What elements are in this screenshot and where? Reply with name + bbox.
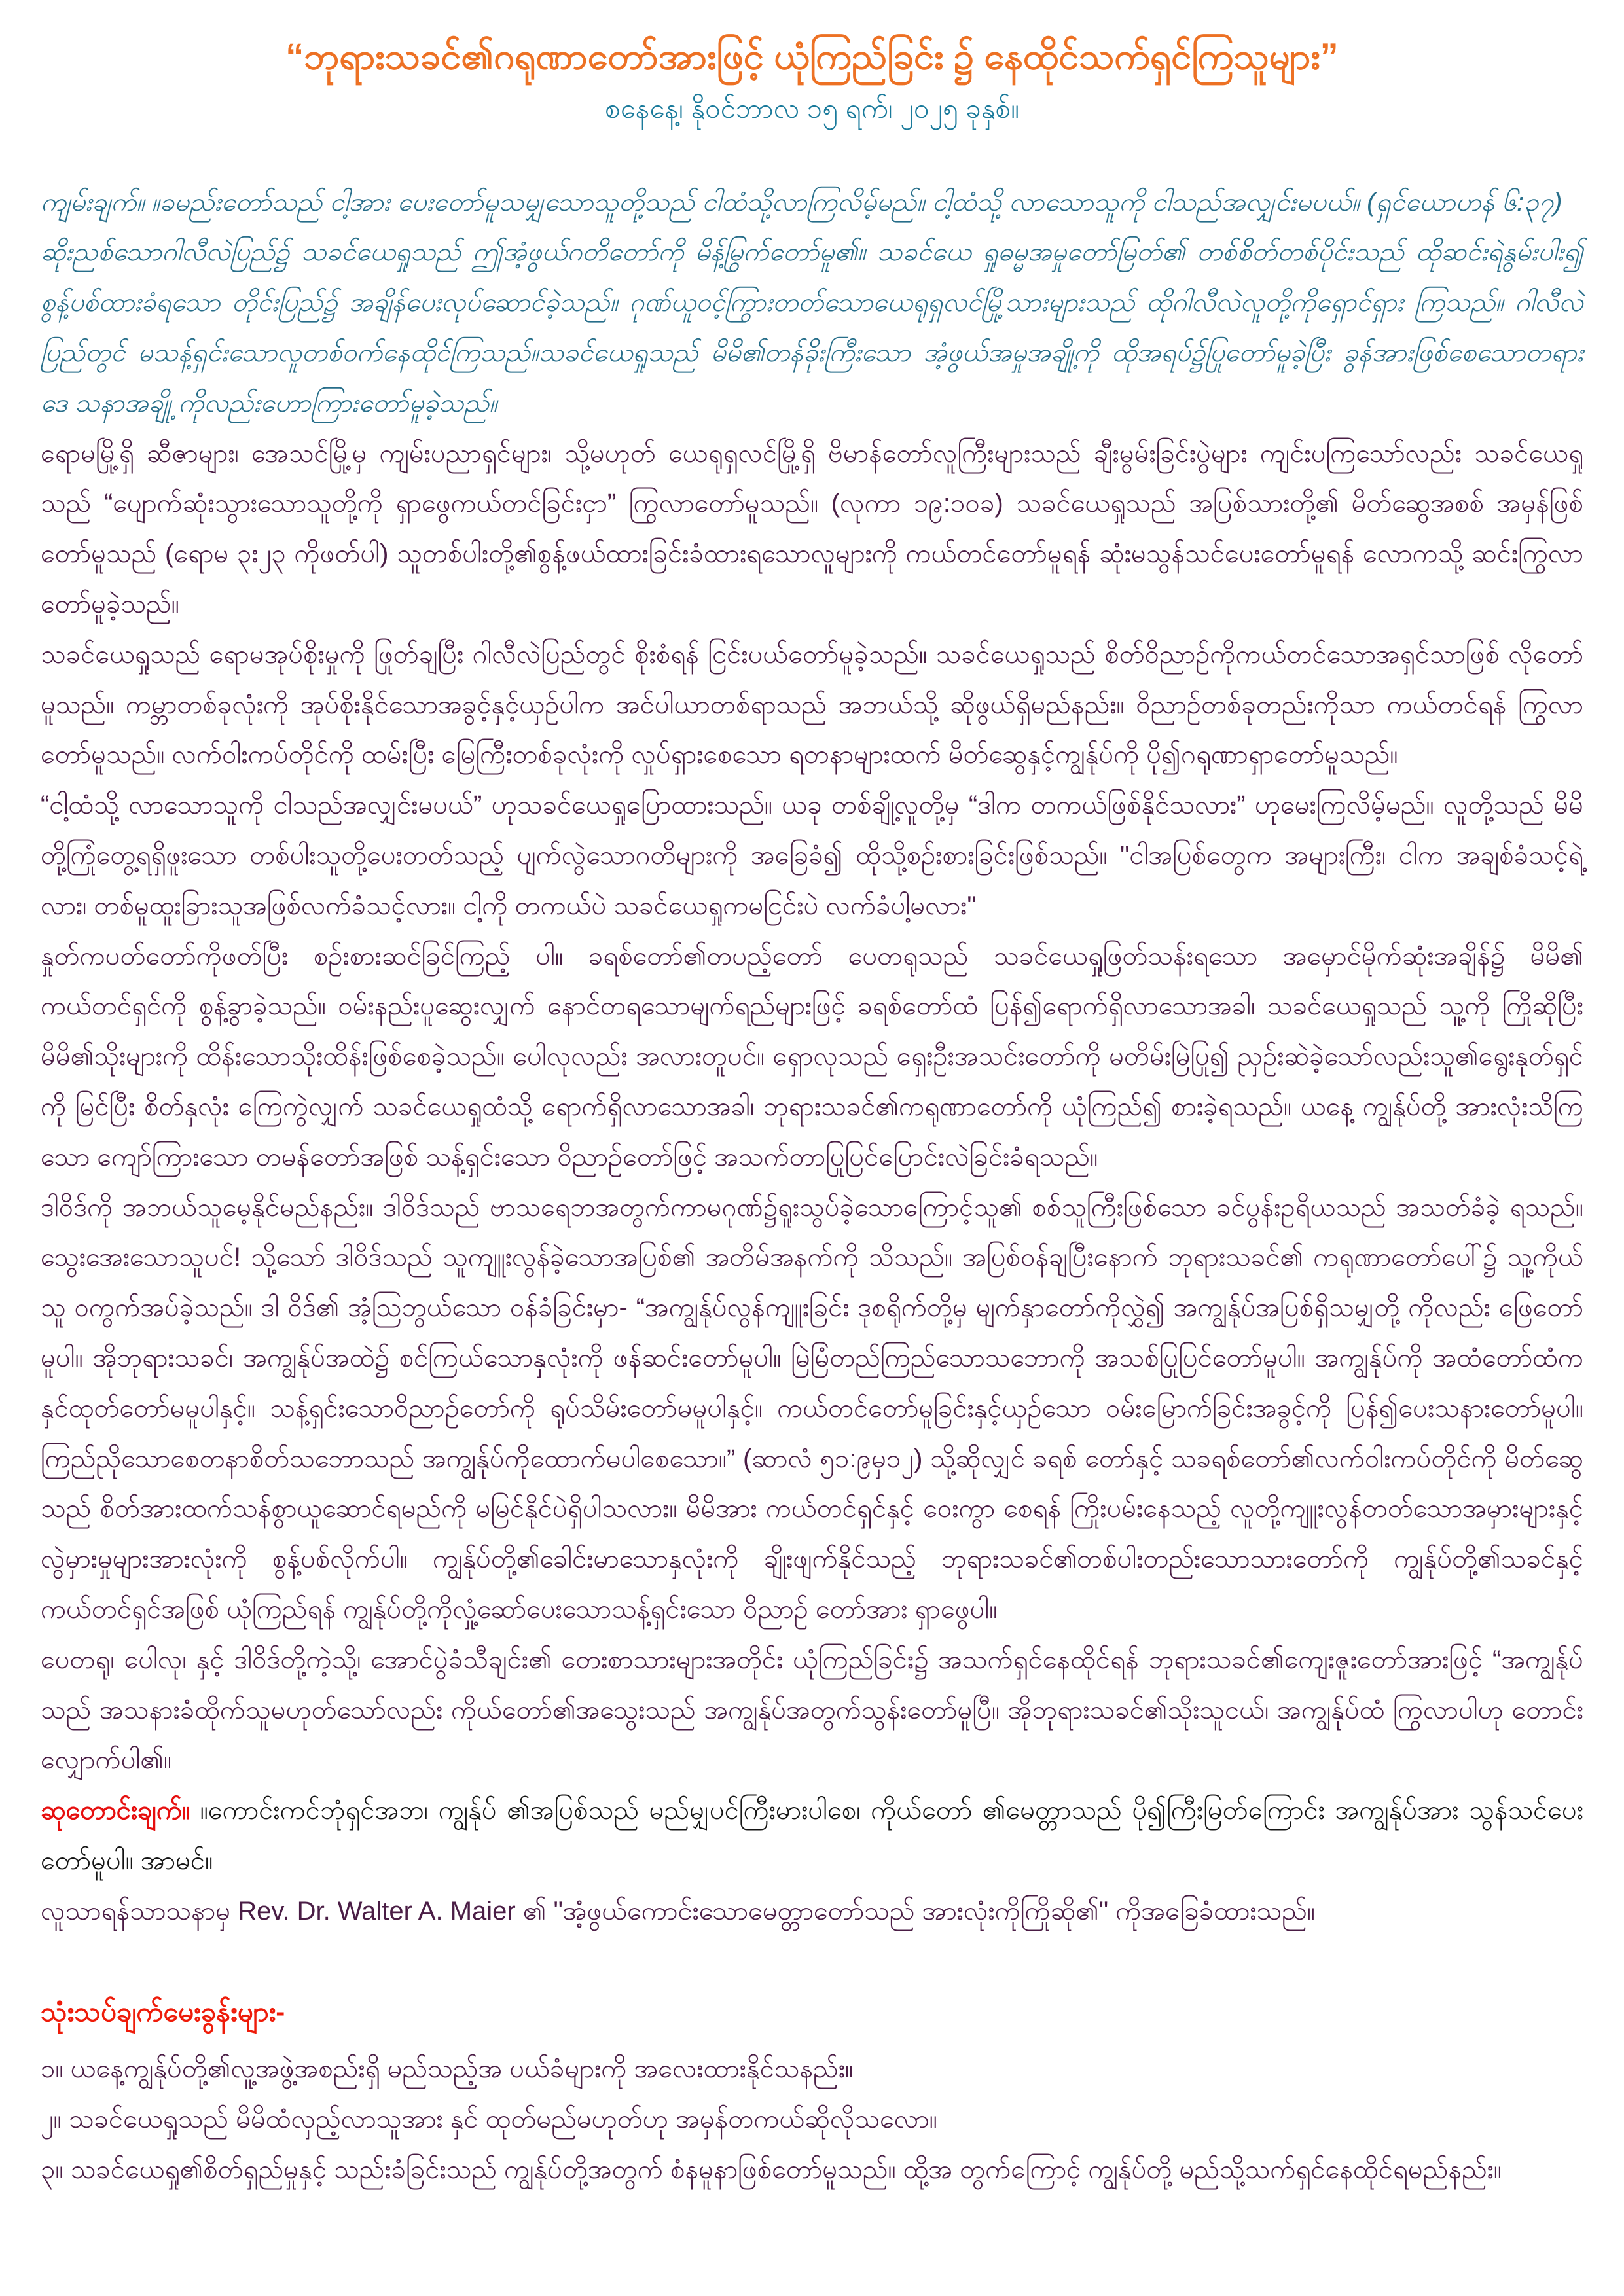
scripture-paragraph: ကျမ်းချက်။ ။ခမည်းတော်သည် ငါ့အား ပေးတော်မူသမျှသောသူတို့သည် ငါထံသို့လာကြလိမ့်မည်။ ငါ့ထံသို့ လာသောသူကို ငါသည်အလျှင်းမပယ်။ (ရှင်ယောဟန် ၆:၃၇) <box>41 187 1562 217</box>
question-item-1: ၁။ ယနေ့ကျွန်ုပ်တို့၏လူ့အဖွဲ့အစည်းရှိ မည်သည့်အ ပယ်ခံများကို အလေးထားနိုင်သနည်း။ <box>41 2054 854 2084</box>
body-paragraph-4: နှုတ်ကပတ်တော်ကိုဖတ်ပြီး စဉ်းစားဆင်ခြင်ကြည့် ပါ။ ခရစ်တော်၏တပည့်တော် ပေတရုသည် သခင်ယေရှုဖြတ်သန်းရသော အမှောင်မိုက်ဆုံးအချိန်၌ မိမိ၏ ကယ်တင်ရှင်ကို စွန့်ခွာခဲ့သည်။ ဝမ်းနည်းပူဆွေးလျှက် နောင်တရသောမျက်ရည်များဖြင့် ခရစ်တော်ထံ ပြန်၍ရောက်ရှိလာသောအခါ၊ သခင်ယေရှုသည် သူ့ကို ကြိုဆိုပြီး မိမိ၏သိုးများကို ထိန်းသောသိုးထိန်းဖြစ်စေခဲ့သည်။ ပေါလုလည်း အလားတူပင်။ ရှောလုသည် ရှေးဦးအသင်းတော်ကို မတိမ်းမြဲပြု၍ ညှဉ်းဆဲခဲ့သော်လည်းသူ၏ရွေးနုတ်ရှင်ကို မြင်ပြီး စိတ်နှလုံး ကြေကွဲလျှက် သခင်ယေရှုထံသို့ ရောက်ရှိလာသောအခါ၊ ဘုရားသခင်၏ကရုဏာတော်ကို ယုံကြည်၍ စားခဲ့ရသည်။ ယနေ့ ကျွန်ုပ်တို့ အားလုံးသိကြသော ကျော်ကြားသော တမန်တော်အဖြစ် သန့်ရှင်းသော ဝိညာဉ်တော်ဖြင့် အသက်တာပြုပြင်ပြောင်းလဲခြင်းခံရသည်။ <box>41 941 1583 1172</box>
intro-paragraph: ဆိုးညစ်သောဂါလီလဲပြည်၌ သခင်ယေရှုသည် ဤအံ့ဖွယ်ဂတိတော်ကို မိန့်မြွက်တော်မူ၏။ သခင်ယေ ရှုဓမ္မအမှုတော်မြတ်၏ တစ်စိတ်တစ်ပိုင်းသည် ထိုဆင်းရဲနွမ်းပါး၍ စွန့်ပစ်ထားခံရသော တိုင်းပြည်၌ အချိန်ပေးလုပ်ဆောင်ခဲ့သည်။ ဂုဏ်ယူဝင့်ကြွားတတ်သောယေရုရှလင်မြို့သားများသည် ထိုဂါလီလဲလူတို့ကိုရှောင်ရှား ကြသည်။ ဂါလီလဲပြည်တွင် မသန့်ရှင်းသောလူတစ်ဝက်နေထိုင်ကြသည်။သခင်ယေရှုသည် မိမိ၏တန်ခိုးကြီးသော အံ့ဖွယ်အမှုအချို့ကို ထိုအရပ်၌ပြုတော်မူခဲ့ပြီး ခွန်အားဖြစ်စေသောတရားဒေ သနာအချို့ ကိုလည်းဟောကြားတော်မူခဲ့သည်။ <box>41 238 1583 418</box>
body-paragraph-6: ပေတရု၊ ပေါလု၊ နှင့် ဒါဝိဒ်တို့ကဲ့သို့၊ အောင်ပွဲခံသီချင်း၏ တေးစာသားများအတိုင်း ယုံကြည်ခြင်း၌ အသက်ရှင်နေထိုင်ရန် ဘုရားသခင်၏ကျေးဇူးတော်အားဖြင့် “အကျွန်ုပ်သည် အသနားခံထိုက်သူမဟုတ်သော်လည်း ကိုယ်တော်၏အသွေးသည် အကျွန်ုပ်အတွက်သွန်းတော်မူပြီ။ အိုဘုရားသခင်၏သိုးသူငယ်၊ အကျွန်ုပ်ထံ ကြွလာပါဟု တောင်းလျှောက်ပါ၏။ <box>41 1645 1583 1775</box>
questions-heading: သုံးသပ်ချက်မေးခွန်းများ- <box>41 1996 285 2028</box>
prayer-text: ။ကောင်းကင်ဘုံရှင်အဘ၊ ကျွန်ုပ် ၏အပြစ်သည် မည်မျှပင်ကြီးမားပါစေ၊ ကိုယ်တော် ၏မေတ္တာသည် ပို၍ကြီးမြတ်ကြောင်း အကျွန်ုပ်အား သွန်သင်ပေးတော်မူပါ။ အာမင်။ <box>41 1796 1583 1875</box>
body-paragraph-5: ဒါဝိဒ်ကို အဘယ်သူမေ့နိုင်မည်နည်း။ ဒါဝိဒ်သည် ဗာသရေဘအတွက်ကာမဂုဏ်၌ရူးသွပ်ခဲ့သောကြောင့်သူ၏ စစ်သူကြီးဖြစ်သော ခင်ပွန်းဥရိယသည် အသတ်ခံခဲ့ ရသည်။ သွေးအေးသောသူပင်! သို့သော် ဒါဝိဒ်သည် သူကျူးလွန်ခဲ့သောအပြစ်၏ အတိမ်အနက်ကို သိသည်။ အပြစ်ဝန်ချပြီးနောက် ဘုရားသခင်၏ ကရုဏာတော်ပေါ်၌ သူ့ကိုယ်သူ ဝကွက်အပ်ခဲ့သည်။ ဒါ ဝိဒ်၏ အံ့သြဘွယ်သော ဝန်ခံခြင်းမှာ- “အကျွန်ုပ်လွန်ကျူးခြင်း ဒုစရိုက်တို့မှ မျက်နှာတော်ကိုလွှဲ၍ အကျွန်ုပ်အပြစ်ရှိသမျှတို့ ကိုလည်း ဖြေတော်မူပါ။ အိုဘုရားသခင်၊ အကျွန်ုပ်အထဲ၌ စင်ကြယ်သောနှလုံးကို ဖန်ဆင်းတော်မူပါ။ မြဲမြံတည်ကြည်သောသဘောကို အသစ်ပြုပြင်တော်မူပါ။ အကျွန်ုပ်ကို အထံတော်ထံက နှင်ထုတ်တော်မမူပါနှင့်။ သန့်ရှင်းသောဝိညာဉ်တော်ကို ရုပ်သိမ်းတော်မမူပါနှင့်။ ကယ်တင်တော်မူခြင်းနှင့်ယှဉ်သော ဝမ်းမြောက်ခြင်းအခွင့်ကို ပြန်၍ပေးသနားတော်မူပါ။ ကြည်ညိုသောစေတနာစိတ်သဘောသည် အကျွန်ုပ်ကိုထောက်မပါစေသော။” (ဆာလံ ၅၁:၉မှ၁၂) သို့ဆိုလျှင် ခရစ် တော်နှင့် သခရစ်တော်၏လက်ဝါးကပ်တိုင်ကို မိတ်ဆွေသည် စိတ်အားထက်သန်စွာယူဆောင်ရမည်ကို မမြင်နိုင်ပဲရှိပါသလား။ မိမိအား ကယ်တင်ရှင်နှင့် ဝေးကွာ စေရန် ကြိုးပမ်းနေသည့် လူတို့ကျူးလွန်တတ်သောအမှားများနှင့် လွဲမှားမှုများအားလုံးကို စွန့်ပစ်လိုက်ပါ။ ကျွန်ုပ်တို့၏ခေါင်းမာသောနှလုံးကို ချိုးဖျက်နိုင်သည့် ဘုရားသခင်၏တစ်ပါးတည်းသောသားတော်ကို ကျွန်ုပ်တို့၏သခင်နှင့် ကယ်တင်ရှင်အဖြစ် ယုံကြည်ရန် ကျွန်ုပ်တို့ကိုလှုံ့ဆော်ပေးသောသန့်ရှင်းသော ဝိညာဉ် တော်အား ရှာဖွေပါ။ <box>41 1193 1583 1624</box>
attribution-paragraph: လူသာရန်သာသနာမှ Rev. Dr. Walter A. Maier ၏ "အံ့ဖွယ်ကောင်းသောမေတ္တာတော်သည် အားလုံးကိုကြိုဆို၏" ကိုအခြေခံထားသည်။ <box>41 1896 1316 1926</box>
body-paragraph-2: သခင်ယေရှုသည် ရောမအုပ်စိုးမှုကို ဖြုတ်ချပြီး ဂါလီလဲပြည်တွင် စိုးစံရန် ငြင်းပယ်တော်မူခဲ့သည်။ သခင်ယေရှုသည် စိတ်ဝိညာဉ်ကိုကယ်တင်သောအရှင်သာဖြစ် လိုတော် မူသည်။ ကမ္ဘာတစ်ခုလုံးကို အုပ်စိုးနိုင်သောအခွင့်နှင့်ယှဉ်ပါက အင်ပါယာတစ်ရာသည် အဘယ်သို့ ဆိုဖွယ်ရှိမည်နည်း။ ဝိညာဉ်တစ်ခုတည်းကိုသာ ကယ်တင်ရန် ကြွလာတော်မူသည်။ လက်ဝါးကပ်တိုင်ကို ထမ်းပြီး မြေကြီးတစ်ခုလုံးကို လှုပ်ရှားစေသော ရတနာများထက် မိတ်ဆွေနှင့်ကျွန်ုပ်ကို ပို၍ဂရုဏာရှာတော်မူသည်။ <box>41 639 1583 770</box>
date-line: စနေနေ့၊ နိုဝင်ဘာလ ၁၅ ရက်၊ ၂၀၂၅ ခုနှစ်။ <box>605 92 1019 124</box>
prayer-label: ဆုတောင်းချက်။ <box>41 1796 190 1825</box>
question-item-2: ၂။ သခင်ယေရှုသည် မိမိထံလှည့်လာသူအား နှင် ထုတ်မည်မဟုတ်ဟု အမှန်တကယ်ဆိုလိုသလော။ <box>41 2105 937 2134</box>
body-paragraph-3: “ငါ့ထံသို့ လာသောသူကို ငါသည်အလျှင်းမပယ်” ဟုသခင်ယေရှုပြောထားသည်။ ယခု တစ်ချို့လူတို့မှ “ဒါက တကယ်ဖြစ်နိုင်သလား” ဟုမေးကြလိမ့်မည်။ လူတို့သည် မိမိတို့ကြုံတွေ့ရရှိဖူးသော တစ်ပါးသူတို့ပေးတတ်သည့် ပျက်လွဲသောဂတိများကို အခြေခံ၍ ထိုသို့စဉ်းစားခြင်းဖြစ်သည်။ "ငါအပြစ်တွေက အများကြီး၊ ငါက အချစ်ခံသင့်ရဲ့လား၊ တစ်မူထူးခြားသူအဖြစ်လက်ခံသင့်လား။ ငါ့ကို တကယ်ပဲ သခင်ယေရှုကမငြင်းပဲ လက်ခံပါ့မလား" <box>41 791 1583 920</box>
body-paragraph-1: ရောမမြို့ရှိ ဆီဇာများ၊ အေသင်မြို့မှ ကျမ်းပညာရှင်များ၊ သို့မဟုတ် ယေရုရှလင်မြို့ရှိ ဗိမာန်တော်လူကြီးများသည် ချီးမွမ်းခြင်းပွဲများ ကျင်းပကြသော်လည်း သခင်ယေရှုသည် “ပျောက်ဆုံးသွားသောသူတို့ကို ရှာဖွေကယ်တင်ခြင်းငှာ” ကြွလာတော်မူသည်။ (လုကာ ၁၉:၁၀ခ) သခင်ယေရှုသည် အပြစ်သားတို့၏ မိတ်ဆွေအစစ် အမှန်ဖြစ်တော်မူသည် (ရောမ ၃း၂၃ ကိုဖတ်ပါ) သူတစ်ပါးတို့၏စွန့်ဖယ်ထားခြင်းခံထားရသောလူများကို ကယ်တင်တော်မူရန် ဆုံးမသွန်သင်ပေးတော်မူရန် လောကသို့ ဆင်းကြွလာတော်မူခဲ့သည်။ <box>41 439 1583 619</box>
page-title: “ဘုရားသခင်၏ဂရုဏာတော်အားဖြင့် ယုံကြည်ခြင်း ၌ နေထိုင်သက်ရှင်ကြသူများ” <box>285 35 1339 77</box>
question-item-3: ၃။ သခင်ယေရှု၏စိတ်ရှည်မှုနှင့် သည်းခံခြင်းသည် ကျွန်ုပ်တို့အတွက် စံနမူနာဖြစ်တော်မူသည်။ ထို့အ တွက်ကြောင့် ကျွန်ုပ်တို့ မည်သို့သက်ရှင်နေထိုင်ရမည်နည်း။ <box>41 2155 1502 2185</box>
prayer-paragraph <box>41 1785 1583 1886</box>
